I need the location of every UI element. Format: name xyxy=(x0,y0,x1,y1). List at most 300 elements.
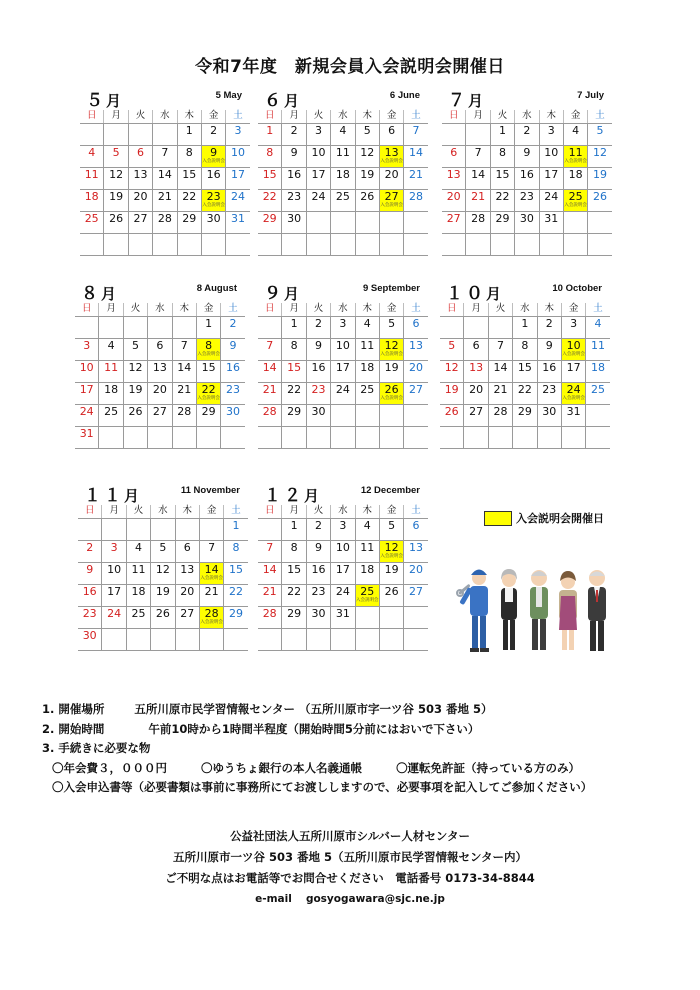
day-number: 5 xyxy=(131,339,139,352)
empty-cell xyxy=(282,234,306,256)
day-cell xyxy=(258,146,282,168)
month-english: 10 October xyxy=(552,283,602,294)
empty-cell xyxy=(199,629,223,651)
week-row xyxy=(75,339,245,361)
day-cell xyxy=(282,361,306,383)
day-number: 22 xyxy=(495,190,510,203)
event-day-cell xyxy=(379,339,403,361)
day-number: 8 xyxy=(290,339,298,352)
event-day-cell xyxy=(196,383,220,405)
day-number: 3 xyxy=(570,317,578,330)
weekday-row xyxy=(258,505,428,519)
day-number: 27 xyxy=(409,383,424,396)
day-cell xyxy=(490,212,514,234)
weekday-label: 火 xyxy=(123,303,147,317)
event-label: 入会説明会 xyxy=(380,352,403,357)
day-cell xyxy=(440,361,464,383)
weekday-label: 木 xyxy=(355,303,379,317)
day-number: 25 xyxy=(360,383,375,396)
day-cell xyxy=(404,563,428,585)
day-number: 21 xyxy=(177,383,192,396)
day-cell xyxy=(75,339,99,361)
week-row xyxy=(258,190,428,212)
day-number: 1 xyxy=(521,317,529,330)
day-cell xyxy=(539,146,563,168)
day-number: 13 xyxy=(180,563,195,576)
day-cell xyxy=(440,383,464,405)
day-number: 26 xyxy=(109,212,124,225)
day-number: 4 xyxy=(107,339,115,352)
place-text: 五所川原市民学習情報センター （五所川原市字一ツ谷 503 番地 5） xyxy=(134,702,493,716)
day-cell xyxy=(151,541,175,563)
calendar-grid xyxy=(258,110,428,256)
empty-cell xyxy=(80,124,104,146)
empty-cell xyxy=(355,234,379,256)
day-cell xyxy=(379,585,403,607)
week-row xyxy=(442,146,612,168)
day-cell xyxy=(515,212,539,234)
day-cell xyxy=(464,339,488,361)
empty-cell xyxy=(466,124,490,146)
event-label: 入会説明会 xyxy=(197,352,220,357)
day-cell xyxy=(151,585,175,607)
day-cell xyxy=(561,405,585,427)
day-cell xyxy=(99,383,123,405)
month-english: 12 December xyxy=(360,485,420,496)
day-cell xyxy=(126,607,150,629)
event-label: 入会説明会 xyxy=(202,159,225,164)
empty-cell xyxy=(306,427,330,449)
weekday-label: 火 xyxy=(306,303,330,317)
day-cell xyxy=(306,124,330,146)
week-row xyxy=(442,212,612,234)
weekday-label: 水 xyxy=(331,303,355,317)
day-number: 17 xyxy=(107,585,122,598)
day-cell xyxy=(258,212,282,234)
day-cell xyxy=(488,383,512,405)
day-number: 31 xyxy=(566,405,581,418)
day-number: 23 xyxy=(311,383,326,396)
day-number: 4 xyxy=(134,541,142,554)
day-number: 8 xyxy=(521,339,529,352)
day-number: 10 xyxy=(566,339,581,352)
weekday-row xyxy=(258,303,428,317)
day-number: 8 xyxy=(185,146,193,159)
day-number: 2 xyxy=(229,317,237,330)
day-cell xyxy=(224,519,248,541)
event-day-cell xyxy=(379,190,403,212)
week-row xyxy=(258,317,428,339)
event-day-cell xyxy=(561,383,585,405)
day-cell xyxy=(282,124,306,146)
day-number: 18 xyxy=(84,190,99,203)
day-cell xyxy=(464,383,488,405)
day-number: 6 xyxy=(412,519,420,532)
day-number: 16 xyxy=(226,361,241,374)
event-label: 入会説明会 xyxy=(564,203,587,208)
empty-cell xyxy=(404,427,428,449)
week-row xyxy=(440,427,610,449)
weekday-row xyxy=(80,110,250,124)
event-day-cell xyxy=(563,146,587,168)
week-row xyxy=(440,383,610,405)
day-number: 20 xyxy=(409,563,424,576)
day-cell xyxy=(282,563,306,585)
day-cell xyxy=(123,361,147,383)
org-name: 公益社団法人五所川原市シルバー人材センター xyxy=(230,829,470,843)
items-label: 3. 手続きに必要な物 xyxy=(42,741,151,755)
event-day-cell xyxy=(355,585,379,607)
day-number: 29 xyxy=(495,212,510,225)
weekday-label: 木 xyxy=(175,505,199,519)
day-cell xyxy=(78,607,102,629)
day-cell xyxy=(355,168,379,190)
day-cell xyxy=(515,146,539,168)
day-cell xyxy=(102,541,126,563)
empty-cell xyxy=(282,427,306,449)
day-cell xyxy=(102,585,126,607)
weekday-label: 日 xyxy=(78,505,102,519)
empty-cell xyxy=(404,607,428,629)
weekday-label: 日 xyxy=(442,110,466,124)
day-cell xyxy=(104,146,128,168)
day-number: 30 xyxy=(226,405,241,418)
day-cell xyxy=(331,317,355,339)
day-number: 19 xyxy=(444,383,459,396)
weekday-label: 日 xyxy=(258,505,282,519)
day-number: 23 xyxy=(287,190,302,203)
day-cell xyxy=(440,339,464,361)
week-row xyxy=(442,124,612,146)
empty-cell xyxy=(306,234,330,256)
day-cell xyxy=(172,383,196,405)
day-number: 27 xyxy=(152,405,167,418)
woman-figure xyxy=(501,569,517,650)
month-name: ８月 xyxy=(81,284,117,304)
day-number: 21 xyxy=(262,383,277,396)
day-number: 28 xyxy=(493,405,508,418)
day-cell xyxy=(78,585,102,607)
event-label: 入会説明会 xyxy=(200,576,223,581)
day-cell xyxy=(331,361,355,383)
day-number: 31 xyxy=(231,212,246,225)
calendar-grid xyxy=(442,110,612,256)
month-header xyxy=(440,281,604,303)
day-number: 6 xyxy=(472,339,480,352)
day-number: 9 xyxy=(523,146,531,159)
day-number: 24 xyxy=(79,405,94,418)
empty-cell xyxy=(123,427,147,449)
day-number: 2 xyxy=(290,124,298,137)
weekday-label: 月 xyxy=(99,303,123,317)
day-number: 12 xyxy=(109,168,124,181)
day-number: 10 xyxy=(231,146,246,159)
weekday-label: 土 xyxy=(404,303,428,317)
day-cell xyxy=(306,607,330,629)
day-cell xyxy=(126,585,150,607)
day-number: 27 xyxy=(446,212,461,225)
day-number: 21 xyxy=(204,585,219,598)
day-cell xyxy=(258,190,282,212)
day-cell xyxy=(282,339,306,361)
worker-figure xyxy=(459,570,489,653)
day-cell xyxy=(563,124,587,146)
legend xyxy=(484,510,604,526)
day-cell xyxy=(331,541,355,563)
day-number: 11 xyxy=(335,146,350,159)
day-number: 26 xyxy=(128,405,143,418)
week-row xyxy=(440,339,610,361)
empty-cell xyxy=(153,124,177,146)
month-english: 9 September xyxy=(362,283,420,294)
day-number: 13 xyxy=(469,361,484,374)
day-cell xyxy=(128,168,152,190)
week-row xyxy=(440,405,610,427)
week-row xyxy=(440,361,610,383)
day-number: 17 xyxy=(79,383,94,396)
week-row xyxy=(258,607,428,629)
day-cell xyxy=(175,585,199,607)
item-bankbook: 〇ゆうちょ銀行の本人名義通帳 xyxy=(201,760,363,775)
day-cell xyxy=(306,190,330,212)
day-cell xyxy=(282,585,306,607)
day-number: 6 xyxy=(388,124,396,137)
day-number: 12 xyxy=(155,563,170,576)
day-cell xyxy=(355,383,379,405)
empty-cell xyxy=(175,629,199,651)
day-number: 28 xyxy=(262,607,277,620)
event-label: 入会説明会 xyxy=(197,396,220,401)
item-license: 〇運転免許証（持っている方のみ） xyxy=(396,760,581,775)
empty-cell xyxy=(172,427,196,449)
empty-cell xyxy=(80,234,104,256)
day-cell xyxy=(175,541,199,563)
day-number: 8 xyxy=(498,146,506,159)
day-number: 19 xyxy=(593,168,608,181)
day-number: 30 xyxy=(82,629,97,642)
weekday-label: 水 xyxy=(331,505,355,519)
day-number: 26 xyxy=(155,607,170,620)
day-number: 13 xyxy=(409,541,424,554)
footer xyxy=(0,826,700,910)
week-row xyxy=(258,361,428,383)
day-cell xyxy=(355,124,379,146)
day-number: 16 xyxy=(519,168,534,181)
day-number: 26 xyxy=(360,190,375,203)
month-name: １０月 xyxy=(446,284,502,304)
weekday-label: 木 xyxy=(355,505,379,519)
day-number: 5 xyxy=(448,339,456,352)
day-cell xyxy=(282,146,306,168)
day-cell xyxy=(258,563,282,585)
empty-cell xyxy=(175,519,199,541)
month-name: １１月 xyxy=(84,486,140,506)
empty-cell xyxy=(379,629,403,651)
day-number: 9 xyxy=(290,146,298,159)
event-day-cell xyxy=(199,607,223,629)
weekday-label: 木 xyxy=(172,303,196,317)
day-number: 3 xyxy=(83,339,91,352)
day-number: 7 xyxy=(266,339,274,352)
day-cell xyxy=(355,541,379,563)
calendar-november xyxy=(78,483,242,651)
empty-cell xyxy=(442,124,466,146)
day-number: 25 xyxy=(84,212,99,225)
day-number: 29 xyxy=(262,212,277,225)
day-number: 13 xyxy=(446,168,461,181)
day-cell xyxy=(466,146,490,168)
day-cell xyxy=(123,383,147,405)
day-number: 30 xyxy=(287,212,302,225)
day-cell xyxy=(464,361,488,383)
day-cell xyxy=(440,405,464,427)
day-number: 1 xyxy=(498,124,506,137)
day-cell xyxy=(172,339,196,361)
week-row xyxy=(258,585,428,607)
day-cell xyxy=(177,212,201,234)
week-row xyxy=(440,317,610,339)
empty-cell xyxy=(128,124,152,146)
day-cell xyxy=(151,607,175,629)
empty-cell xyxy=(104,124,128,146)
day-number: 23 xyxy=(226,383,241,396)
day-cell xyxy=(175,607,199,629)
day-cell xyxy=(126,541,150,563)
day-cell xyxy=(306,383,330,405)
day-cell xyxy=(513,405,537,427)
event-label: 入会説明会 xyxy=(380,159,403,164)
day-cell xyxy=(442,146,466,168)
day-cell xyxy=(177,168,201,190)
day-cell xyxy=(123,405,147,427)
day-number: 17 xyxy=(231,168,246,181)
weekday-label: 月 xyxy=(282,110,306,124)
day-number: 16 xyxy=(311,563,326,576)
day-number: 1 xyxy=(266,124,274,137)
day-cell xyxy=(539,190,563,212)
weekday-label: 金 xyxy=(196,303,220,317)
day-cell xyxy=(226,212,250,234)
day-number: 18 xyxy=(360,361,375,374)
day-cell xyxy=(99,361,123,383)
month-header xyxy=(78,483,242,505)
event-day-cell xyxy=(201,190,225,212)
month-name: ６月 xyxy=(264,91,300,111)
weekday-label: 金 xyxy=(199,505,223,519)
month-english: 6 June xyxy=(389,90,420,101)
day-cell xyxy=(80,168,104,190)
day-number: 15 xyxy=(201,361,216,374)
empty-cell xyxy=(331,234,355,256)
day-number: 10 xyxy=(335,541,350,554)
day-cell xyxy=(537,339,561,361)
day-number: 25 xyxy=(104,405,119,418)
day-number: 17 xyxy=(335,361,350,374)
day-cell xyxy=(331,190,355,212)
day-cell xyxy=(128,190,152,212)
day-cell xyxy=(282,168,306,190)
month-english: 5 May xyxy=(215,90,242,101)
empty-cell xyxy=(490,234,514,256)
day-number: 16 xyxy=(206,168,221,181)
day-number: 23 xyxy=(82,607,97,620)
day-cell xyxy=(153,190,177,212)
day-number: 2 xyxy=(210,124,218,137)
empty-cell xyxy=(563,212,587,234)
woman-apron-figure xyxy=(559,571,577,650)
event-label: 入会説明会 xyxy=(200,620,223,625)
day-number: 24 xyxy=(335,585,350,598)
empty-cell xyxy=(404,212,428,234)
suit-man-figure xyxy=(588,570,606,651)
empty-cell xyxy=(586,405,610,427)
day-cell xyxy=(224,607,248,629)
day-number: 18 xyxy=(131,585,146,598)
day-cell xyxy=(258,607,282,629)
day-number: 2 xyxy=(523,124,531,137)
empty-cell xyxy=(123,317,147,339)
day-number: 1 xyxy=(290,317,298,330)
day-cell xyxy=(331,607,355,629)
day-number: 24 xyxy=(566,383,581,396)
empty-cell xyxy=(258,629,282,651)
day-cell xyxy=(586,383,610,405)
day-number: 19 xyxy=(384,361,399,374)
day-number: 23 xyxy=(311,585,326,598)
item-fee: 〇年会費３，０００円 xyxy=(52,760,167,775)
day-cell xyxy=(379,168,403,190)
day-number: 3 xyxy=(339,317,347,330)
day-cell xyxy=(442,168,466,190)
day-cell xyxy=(464,405,488,427)
day-cell xyxy=(128,146,152,168)
day-number: 27 xyxy=(469,405,484,418)
day-cell xyxy=(488,339,512,361)
day-cell xyxy=(282,519,306,541)
weekday-label: 水 xyxy=(515,110,539,124)
day-number: 5 xyxy=(596,124,604,137)
day-cell xyxy=(148,361,172,383)
weekday-label: 月 xyxy=(282,303,306,317)
day-number: 19 xyxy=(360,168,375,181)
week-row xyxy=(258,383,428,405)
day-cell xyxy=(282,383,306,405)
day-number: 29 xyxy=(201,405,216,418)
weekday-label: 水 xyxy=(148,303,172,317)
calendar-october xyxy=(440,281,604,449)
day-cell xyxy=(466,168,490,190)
day-number: 22 xyxy=(517,383,532,396)
day-number: 12 xyxy=(360,146,375,159)
month-english: 11 November xyxy=(180,485,240,496)
day-cell xyxy=(196,361,220,383)
day-number: 16 xyxy=(287,168,302,181)
day-number: 4 xyxy=(363,317,371,330)
day-number: 20 xyxy=(152,383,167,396)
weekday-label: 木 xyxy=(537,303,561,317)
empty-cell xyxy=(151,629,175,651)
day-cell xyxy=(404,585,428,607)
empty-cell xyxy=(148,427,172,449)
day-cell xyxy=(537,405,561,427)
legend-swatch xyxy=(484,511,512,526)
empty-cell xyxy=(537,427,561,449)
day-number: 6 xyxy=(183,541,191,554)
weekday-label: 金 xyxy=(563,110,587,124)
day-number: 29 xyxy=(229,607,244,620)
day-number: 16 xyxy=(542,361,557,374)
day-number: 8 xyxy=(205,339,213,352)
